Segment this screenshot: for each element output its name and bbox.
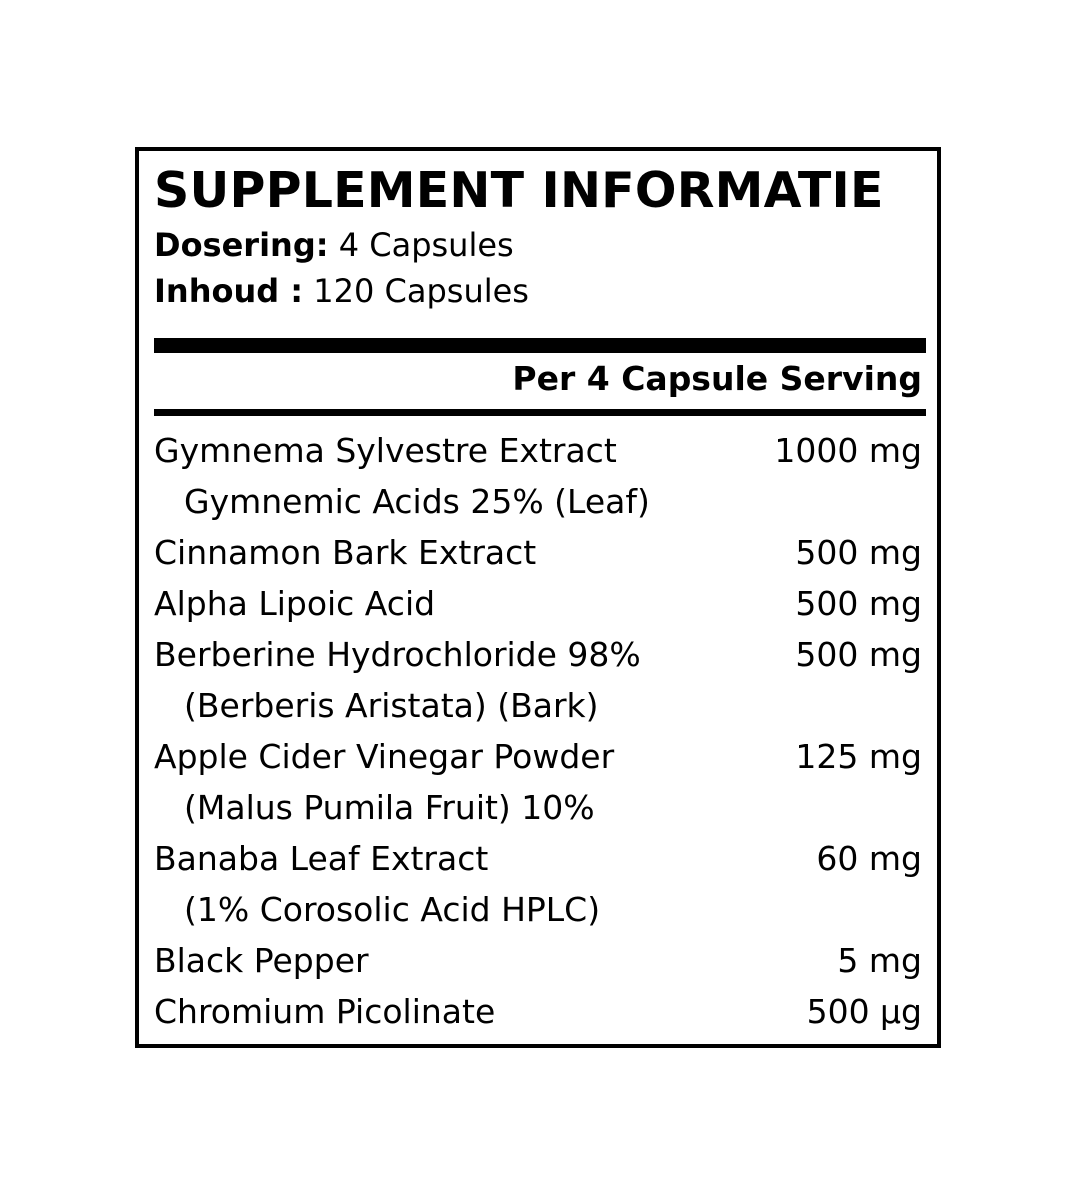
dosering-line bbox=[154, 226, 514, 264]
ingredient-name: Cinnamon Bark Extract bbox=[154, 533, 537, 572]
ingredient-row bbox=[154, 986, 922, 1037]
ingredient-row bbox=[154, 629, 922, 680]
ingredient-name: Gymnema Sylvestre Extract bbox=[154, 431, 617, 470]
ingredient-amount: 60 mg bbox=[816, 839, 922, 878]
ingredient-subline bbox=[154, 476, 922, 527]
ingredient-detail: (Malus Pumila Fruit) 10% bbox=[184, 788, 595, 827]
ingredient-amount: 125 mg bbox=[795, 737, 922, 776]
ingredient-amount: 1000 mg bbox=[774, 431, 922, 470]
ingredient-row bbox=[154, 527, 922, 578]
divider bbox=[154, 409, 926, 416]
ingredient-row bbox=[154, 935, 922, 986]
ingredient-name: Chromium Picolinate bbox=[154, 992, 496, 1031]
ingredient-amount: 5 mg bbox=[837, 941, 922, 980]
ingredient-row bbox=[154, 833, 922, 884]
inhoud-label: Inhoud : bbox=[154, 272, 304, 310]
inhoud-line bbox=[154, 272, 529, 310]
ingredient-amount: 500 mg bbox=[795, 635, 922, 674]
label-title: SUPPLEMENT INFORMATIE bbox=[154, 162, 884, 219]
inhoud-value: 120 Capsules bbox=[303, 272, 529, 310]
ingredient-amount: 500 mg bbox=[795, 584, 922, 623]
ingredient-detail: Gymnemic Acids 25% (Leaf) bbox=[184, 482, 650, 521]
ingredient-detail: (Berberis Aristata) (Bark) bbox=[184, 686, 599, 725]
ingredient-subline bbox=[154, 680, 922, 731]
ingredient-row bbox=[154, 578, 922, 629]
ingredient-subline bbox=[154, 782, 922, 833]
ingredient-subline bbox=[154, 884, 922, 935]
ingredient-detail: (1% Corosolic Acid HPLC) bbox=[184, 890, 601, 929]
ingredient-name: Berberine Hydrochloride 98% bbox=[154, 635, 641, 674]
ingredient-row bbox=[154, 425, 922, 476]
ingredient-name: Black Pepper bbox=[154, 941, 369, 980]
ingredient-list bbox=[154, 425, 922, 1037]
serving-header: Per 4 Capsule Serving bbox=[512, 359, 922, 398]
ingredient-amount: 500 µg bbox=[806, 992, 922, 1031]
ingredient-name: Banaba Leaf Extract bbox=[154, 839, 489, 878]
ingredient-name: Apple Cider Vinegar Powder bbox=[154, 737, 615, 776]
ingredient-row bbox=[154, 731, 922, 782]
ingredient-name: Alpha Lipoic Acid bbox=[154, 584, 436, 623]
dosering-value: 4 Capsules bbox=[328, 226, 514, 264]
ingredient-amount: 500 mg bbox=[795, 533, 922, 572]
thick-divider bbox=[154, 338, 926, 353]
dosering-label: Dosering: bbox=[154, 226, 329, 264]
